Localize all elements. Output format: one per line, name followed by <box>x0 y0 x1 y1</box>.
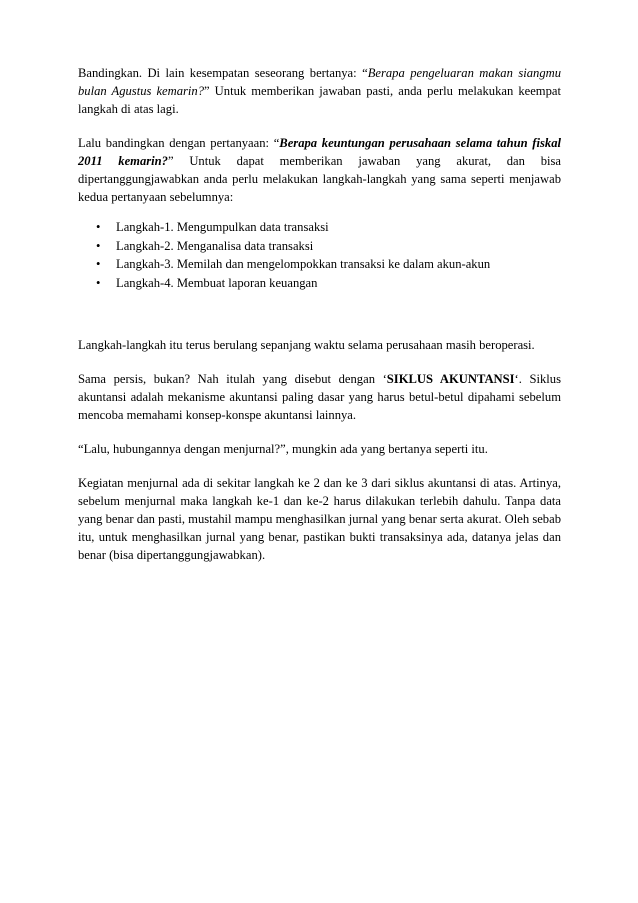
paragraph-profit-question <box>78 134 561 206</box>
bullet-icon: • <box>96 257 101 271</box>
list-item <box>96 274 561 293</box>
paragraph-lead: Bandingkan. Di lain kesempatan seseorang bertanya: “ <box>78 66 368 80</box>
paragraph-lunch-question <box>78 64 561 118</box>
quote-company-profit: Berapa keuntungan perusahaan selama tahun fiskal 2011 kemarin? <box>78 136 561 168</box>
paragraph-journaling: Kegiatan menjurnal ada di sekitar langkah ke 2 dan ke 3 dari siklus akuntansi di atas. Artinya, sebelum menjurnal maka langkah ke-1 dan ke-2 harus dilakukan terlebih dahulu. Tanpa data yang benar dan pasti, mustahil mampu menghasilkan jurnal yang benar serta akurat. Oleh sebab itu, untuk menghasilkan jurnal yang benar, pastikan bukti transaksinya ada, datanya jelas dan benar (bisa dipertanggungjawabkan). <box>78 476 561 562</box>
document-page <box>78 64 561 580</box>
paragraph-accounting-cycle <box>78 370 561 424</box>
paragraph-rest: ” Untuk dapat memberikan jawaban yang akurat, dan bisa dipertanggungjawabkan anda perlu melakukan langkah-langkah yang sama seperti menjawab kedua pertanyaan sebelumnya: <box>78 154 561 204</box>
term-accounting-cycle: SIKLUS AKUNTANSI <box>386 372 515 386</box>
bullet-icon: • <box>96 220 101 234</box>
step-text: Langkah-3. Memilah dan mengelompokkan transaksi ke dalam akun-akun <box>116 257 491 271</box>
paragraph-lead: Lalu bandingkan dengan pertanyaan: “ <box>78 136 280 150</box>
step-text: Langkah-1. Mengumpulkan data transaksi <box>116 220 329 234</box>
paragraph-journal-question: “Lalu, hubungannya dengan menjurnal?”, mungkin ada yang bertanya seperti itu. <box>78 442 488 456</box>
list-item <box>96 255 561 274</box>
step-text: Langkah-2. Menganalisa data transaksi <box>116 238 314 253</box>
bullet-icon: • <box>96 275 101 290</box>
bullet-icon: • <box>96 238 101 253</box>
steps-list <box>78 218 561 292</box>
list-item <box>96 237 561 256</box>
paragraph-rest: ” Untuk memberikan jawaban pasti, anda perlu melakukan keempat langkah di atas lagi. <box>78 84 561 116</box>
quote-lunch-expense: Berapa pengeluaran makan siangmu bulan Agustus kemarin? <box>78 66 562 98</box>
paragraph-repeating-steps: Langkah-langkah itu terus berulang sepanjang waktu selama perusahaan masih beroperasi. <box>78 338 535 352</box>
paragraph-rest: ‘. Siklus akuntansi adalah mekanisme akuntansi paling dasar yang harus betul-betul dipahami sebelum mencoba memahami konsep-konspe akuntansi lainnya. <box>78 372 561 422</box>
paragraph-lead: Sama persis, bukan? Nah itulah yang disebut dengan ‘ <box>78 372 387 386</box>
spacer <box>78 292 561 336</box>
list-item <box>96 218 561 237</box>
step-text: Langkah-4. Membuat laporan keuangan <box>116 275 318 290</box>
